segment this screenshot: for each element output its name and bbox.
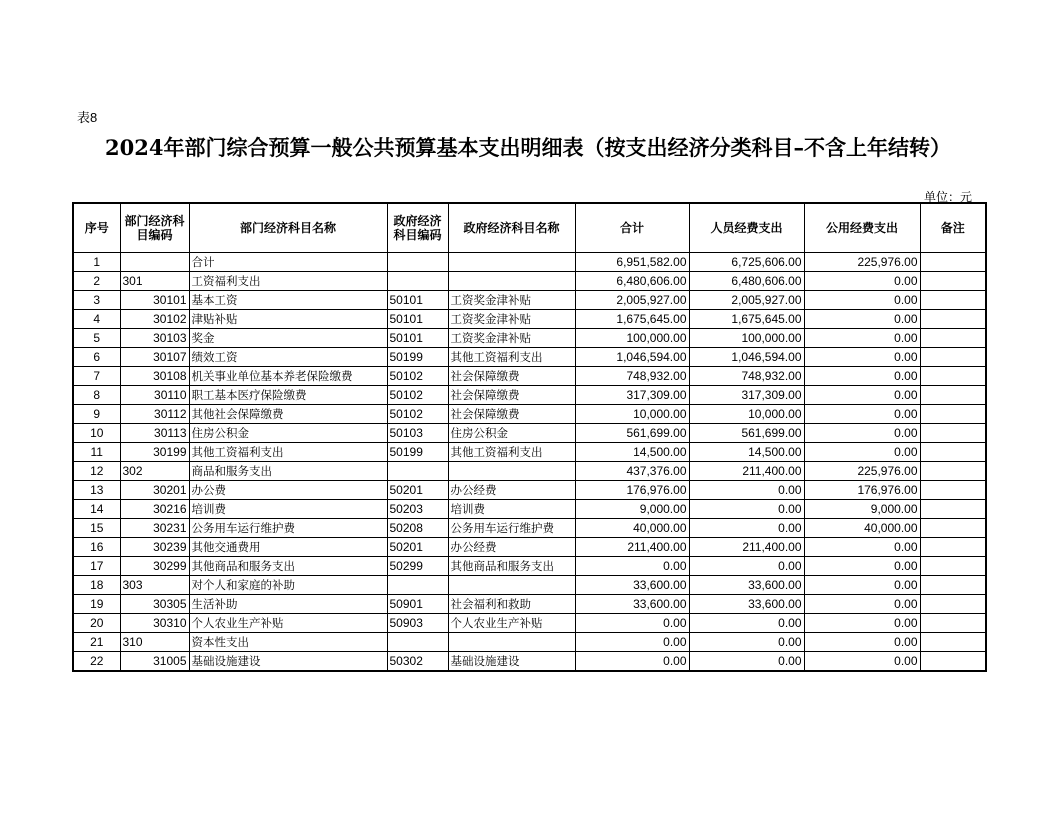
cell-dept-name: 办公费: [189, 481, 387, 500]
cell-gov-name: 基础设施建设: [448, 652, 575, 672]
cell-seq: 5: [73, 329, 120, 348]
cell-total: 10,000.00: [575, 405, 689, 424]
cell-dept-name: 对个人和家庭的补助: [189, 576, 387, 595]
cell-gov-name: 办公经费: [448, 538, 575, 557]
cell-public: 0.00: [804, 633, 920, 652]
cell-gov-code: 50103: [387, 424, 448, 443]
cell-dept-name: 机关事业单位基本养老保险缴费: [189, 367, 387, 386]
cell-gov-code: 50901: [387, 595, 448, 614]
cell-dept-name: 其他商品和服务支出: [189, 557, 387, 576]
cell-personnel: 561,699.00: [689, 424, 804, 443]
header-total: 合计: [575, 203, 689, 253]
cell-remarks: [920, 272, 986, 291]
cell-gov-name: [448, 633, 575, 652]
cell-gov-name: 办公经费: [448, 481, 575, 500]
cell-personnel: 33,600.00: [689, 595, 804, 614]
cell-seq: 6: [73, 348, 120, 367]
table-row: [73, 652, 986, 672]
table-row: [73, 348, 986, 367]
cell-gov-code: 50203: [387, 500, 448, 519]
cell-gov-name: 社会保障缴费: [448, 367, 575, 386]
cell-personnel: 0.00: [689, 481, 804, 500]
cell-total: 211,400.00: [575, 538, 689, 557]
table-row: [73, 557, 986, 576]
cell-public: 9,000.00: [804, 500, 920, 519]
cell-gov-code: [387, 253, 448, 272]
table-row: [73, 329, 986, 348]
cell-seq: 15: [73, 519, 120, 538]
cell-dept-name: 住房公积金: [189, 424, 387, 443]
cell-remarks: [920, 443, 986, 462]
cell-gov-code: [387, 633, 448, 652]
cell-remarks: [920, 614, 986, 633]
table-row: [73, 443, 986, 462]
cell-remarks: [920, 595, 986, 614]
cell-public: 0.00: [804, 652, 920, 672]
cell-gov-code: 50101: [387, 310, 448, 329]
cell-gov-code: 50102: [387, 367, 448, 386]
cell-seq: 12: [73, 462, 120, 481]
cell-dept-name: 商品和服务支出: [189, 462, 387, 481]
cell-public: 0.00: [804, 538, 920, 557]
header-gov-name: 政府经济科目名称: [448, 203, 575, 253]
cell-public: 0.00: [804, 595, 920, 614]
cell-gov-code: [387, 272, 448, 291]
cell-gov-name: [448, 462, 575, 481]
table-row: [73, 614, 986, 633]
cell-personnel: 6,725,606.00: [689, 253, 804, 272]
cell-seq: 9: [73, 405, 120, 424]
cell-total: 0.00: [575, 633, 689, 652]
table-row: [73, 481, 986, 500]
cell-public: 0.00: [804, 443, 920, 462]
cell-public: 225,976.00: [804, 462, 920, 481]
cell-remarks: [920, 310, 986, 329]
cell-total: 1,675,645.00: [575, 310, 689, 329]
cell-total: 100,000.00: [575, 329, 689, 348]
table-row: [73, 519, 986, 538]
cell-seq: 13: [73, 481, 120, 500]
cell-total: 40,000.00: [575, 519, 689, 538]
table-row: [73, 386, 986, 405]
table-row: [73, 462, 986, 481]
cell-gov-name: 工资奖金津补贴: [448, 291, 575, 310]
cell-total: 14,500.00: [575, 443, 689, 462]
cell-dept-name: 绩效工资: [189, 348, 387, 367]
table-row: [73, 424, 986, 443]
cell-gov-code: [387, 462, 448, 481]
table-row: [73, 576, 986, 595]
cell-remarks: [920, 519, 986, 538]
cell-gov-name: 社会保障缴费: [448, 405, 575, 424]
cell-public: 0.00: [804, 310, 920, 329]
cell-dept-code: 303: [120, 576, 189, 595]
cell-total: 561,699.00: [575, 424, 689, 443]
cell-remarks: [920, 462, 986, 481]
cell-seq: 20: [73, 614, 120, 633]
cell-seq: 14: [73, 500, 120, 519]
unit-label: 单位：元: [923, 190, 972, 204]
cell-remarks: [920, 633, 986, 652]
cell-gov-code: 50102: [387, 386, 448, 405]
cell-dept-name: 培训费: [189, 500, 387, 519]
table-body: [73, 253, 986, 672]
cell-gov-name: [448, 272, 575, 291]
cell-total: 0.00: [575, 652, 689, 672]
cell-public: 0.00: [804, 386, 920, 405]
cell-total: 0.00: [575, 557, 689, 576]
cell-remarks: [920, 500, 986, 519]
cell-remarks: [920, 405, 986, 424]
cell-personnel: 748,932.00: [689, 367, 804, 386]
cell-remarks: [920, 253, 986, 272]
cell-personnel: 0.00: [689, 633, 804, 652]
cell-gov-name: 工资奖金津补贴: [448, 310, 575, 329]
cell-dept-code: 30110: [120, 386, 189, 405]
table-row: [73, 633, 986, 652]
cell-total: 33,600.00: [575, 595, 689, 614]
cell-personnel: 211,400.00: [689, 538, 804, 557]
cell-remarks: [920, 348, 986, 367]
cell-dept-name: 公务用车运行维护费: [189, 519, 387, 538]
cell-total: 2,005,927.00: [575, 291, 689, 310]
table-header-row: [73, 203, 986, 253]
cell-seq: 22: [73, 652, 120, 672]
cell-dept-name: 资本性支出: [189, 633, 387, 652]
cell-seq: 4: [73, 310, 120, 329]
cell-seq: 17: [73, 557, 120, 576]
cell-public: 0.00: [804, 424, 920, 443]
cell-dept-name: 合计: [189, 253, 387, 272]
table-row: [73, 253, 986, 272]
cell-gov-name: 公务用车运行维护费: [448, 519, 575, 538]
table-row: [73, 272, 986, 291]
cell-dept-name: 其他社会保障缴费: [189, 405, 387, 424]
cell-personnel: 317,309.00: [689, 386, 804, 405]
cell-public: 0.00: [804, 367, 920, 386]
cell-public: 225,976.00: [804, 253, 920, 272]
cell-gov-code: 50201: [387, 481, 448, 500]
cell-public: 0.00: [804, 329, 920, 348]
cell-gov-code: 50101: [387, 291, 448, 310]
cell-personnel: 2,005,927.00: [689, 291, 804, 310]
cell-dept-name: 津贴补贴: [189, 310, 387, 329]
cell-dept-name: 工资福利支出: [189, 272, 387, 291]
cell-total: 1,046,594.00: [575, 348, 689, 367]
cell-dept-code: 30305: [120, 595, 189, 614]
page-title: 2024年部门综合预算一般公共预算基本支出明细表（按支出经济分类科目–不含上年结转）: [105, 135, 951, 160]
cell-dept-code: 30108: [120, 367, 189, 386]
cell-public: 0.00: [804, 272, 920, 291]
cell-gov-name: 其他工资福利支出: [448, 348, 575, 367]
header-seq: 序号: [73, 203, 120, 253]
cell-remarks: [920, 557, 986, 576]
cell-remarks: [920, 386, 986, 405]
cell-dept-code: 301: [120, 272, 189, 291]
cell-remarks: [920, 652, 986, 672]
table-row: [73, 291, 986, 310]
cell-seq: 3: [73, 291, 120, 310]
cell-seq: 7: [73, 367, 120, 386]
cell-gov-code: 50299: [387, 557, 448, 576]
cell-total: 6,951,582.00: [575, 253, 689, 272]
header-gov-code: 政府经济 科目编码: [387, 203, 448, 253]
cell-personnel: 14,500.00: [689, 443, 804, 462]
cell-dept-code: 30299: [120, 557, 189, 576]
cell-personnel: 100,000.00: [689, 329, 804, 348]
cell-dept-code: 30101: [120, 291, 189, 310]
cell-seq: 16: [73, 538, 120, 557]
cell-gov-name: 社会保障缴费: [448, 386, 575, 405]
cell-personnel: 33,600.00: [689, 576, 804, 595]
cell-personnel: 0.00: [689, 652, 804, 672]
cell-personnel: 6,480,606.00: [689, 272, 804, 291]
cell-dept-code: 30216: [120, 500, 189, 519]
cell-gov-code: 50101: [387, 329, 448, 348]
cell-gov-name: 个人农业生产补贴: [448, 614, 575, 633]
cell-personnel: 0.00: [689, 557, 804, 576]
cell-public: 0.00: [804, 557, 920, 576]
cell-total: 33,600.00: [575, 576, 689, 595]
header-remarks: 备注: [920, 203, 986, 253]
cell-remarks: [920, 329, 986, 348]
table-row: [73, 500, 986, 519]
cell-gov-code: 50199: [387, 443, 448, 462]
table-row: [73, 405, 986, 424]
table-row: [73, 367, 986, 386]
cell-seq: 8: [73, 386, 120, 405]
cell-dept-code: 30102: [120, 310, 189, 329]
cell-total: 437,376.00: [575, 462, 689, 481]
table-row: [73, 310, 986, 329]
cell-dept-code: 30201: [120, 481, 189, 500]
header-personnel: 人员经费支出: [689, 203, 804, 253]
header-public: 公用经费支出: [804, 203, 920, 253]
cell-gov-name: [448, 253, 575, 272]
cell-dept-code: 302: [120, 462, 189, 481]
cell-public: 0.00: [804, 291, 920, 310]
header-dept-name: 部门经济科目名称: [189, 203, 387, 253]
cell-personnel: 1,046,594.00: [689, 348, 804, 367]
cell-remarks: [920, 576, 986, 595]
cell-total: 6,480,606.00: [575, 272, 689, 291]
cell-dept-code: [120, 253, 189, 272]
cell-gov-code: 50302: [387, 652, 448, 672]
cell-dept-name: 职工基本医疗保险缴费: [189, 386, 387, 405]
cell-seq: 19: [73, 595, 120, 614]
cell-gov-name: 住房公积金: [448, 424, 575, 443]
cell-public: 40,000.00: [804, 519, 920, 538]
cell-dept-name: 其他交通费用: [189, 538, 387, 557]
table-row: [73, 538, 986, 557]
cell-personnel: 211,400.00: [689, 462, 804, 481]
cell-seq: 1: [73, 253, 120, 272]
cell-public: 176,976.00: [804, 481, 920, 500]
cell-remarks: [920, 367, 986, 386]
cell-remarks: [920, 424, 986, 443]
cell-dept-name: 其他工资福利支出: [189, 443, 387, 462]
cell-public: 0.00: [804, 348, 920, 367]
cell-seq: 11: [73, 443, 120, 462]
cell-dept-code: 31005: [120, 652, 189, 672]
cell-dept-code: 30113: [120, 424, 189, 443]
cell-gov-code: 50199: [387, 348, 448, 367]
table-label: 表8: [77, 110, 98, 125]
cell-dept-code: 30231: [120, 519, 189, 538]
cell-dept-code: 30103: [120, 329, 189, 348]
cell-gov-name: [448, 576, 575, 595]
cell-seq: 2: [73, 272, 120, 291]
cell-remarks: [920, 481, 986, 500]
cell-total: 176,976.00: [575, 481, 689, 500]
cell-gov-name: 社会福利和救助: [448, 595, 575, 614]
table-row: [73, 595, 986, 614]
cell-dept-name: 基础设施建设: [189, 652, 387, 672]
cell-dept-name: 基本工资: [189, 291, 387, 310]
cell-seq: 21: [73, 633, 120, 652]
cell-gov-code: 50201: [387, 538, 448, 557]
cell-gov-code: 50102: [387, 405, 448, 424]
cell-gov-name: 培训费: [448, 500, 575, 519]
cell-dept-name: 个人农业生产补贴: [189, 614, 387, 633]
cell-dept-code: 30239: [120, 538, 189, 557]
cell-dept-code: 30107: [120, 348, 189, 367]
cell-gov-code: 50208: [387, 519, 448, 538]
cell-public: 0.00: [804, 614, 920, 633]
cell-remarks: [920, 538, 986, 557]
cell-remarks: [920, 291, 986, 310]
cell-personnel: 0.00: [689, 519, 804, 538]
cell-dept-code: 30112: [120, 405, 189, 424]
budget-table: [72, 202, 987, 672]
cell-total: 317,309.00: [575, 386, 689, 405]
cell-dept-name: 奖金: [189, 329, 387, 348]
cell-personnel: 1,675,645.00: [689, 310, 804, 329]
cell-public: 0.00: [804, 405, 920, 424]
cell-gov-name: 其他工资福利支出: [448, 443, 575, 462]
cell-total: 0.00: [575, 614, 689, 633]
cell-dept-name: 生活补助: [189, 595, 387, 614]
cell-total: 748,932.00: [575, 367, 689, 386]
cell-gov-code: 50903: [387, 614, 448, 633]
cell-seq: 10: [73, 424, 120, 443]
cell-total: 9,000.00: [575, 500, 689, 519]
cell-personnel: 0.00: [689, 500, 804, 519]
cell-seq: 18: [73, 576, 120, 595]
cell-dept-code: 30310: [120, 614, 189, 633]
cell-personnel: 0.00: [689, 614, 804, 633]
cell-gov-code: [387, 576, 448, 595]
cell-dept-code: 30199: [120, 443, 189, 462]
cell-dept-code: 310: [120, 633, 189, 652]
cell-personnel: 10,000.00: [689, 405, 804, 424]
cell-gov-name: 其他商品和服务支出: [448, 557, 575, 576]
cell-gov-name: 工资奖金津补贴: [448, 329, 575, 348]
header-dept-code: 部门经济科 目编码: [120, 203, 189, 253]
cell-public: 0.00: [804, 576, 920, 595]
